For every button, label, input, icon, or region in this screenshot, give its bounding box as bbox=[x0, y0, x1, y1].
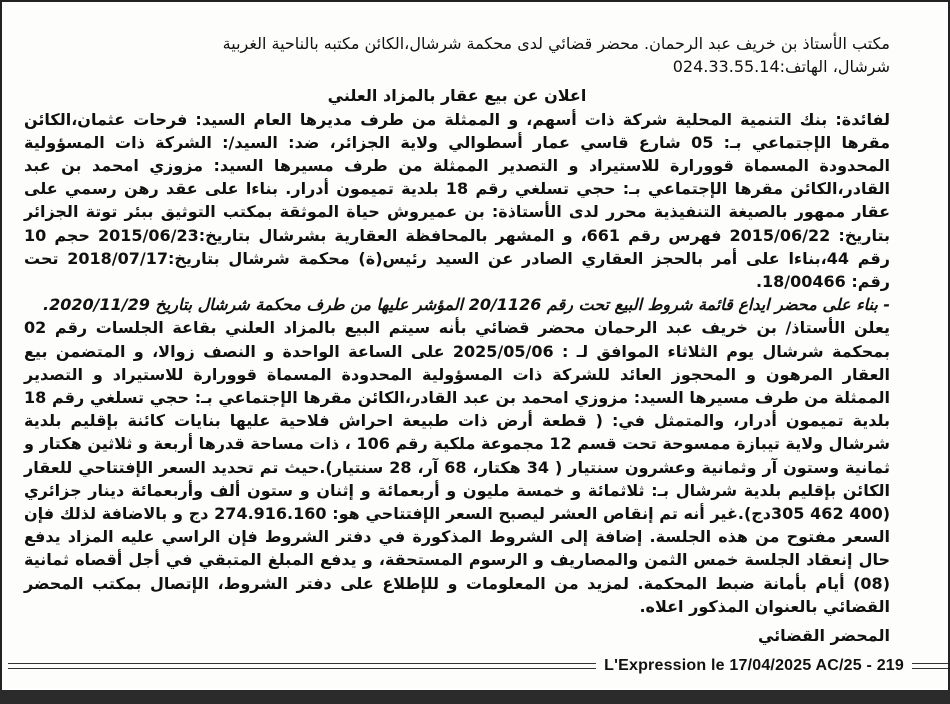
footer-rule-right bbox=[912, 663, 948, 669]
notice-paragraph-1: لفائدة: بنك التنمية المحلية شركة ذات أسهم، و الممثلة من طرف مديرها العام السيد: فرحات عثمان،الكائن مقرها الإجتماعي بـ: 05 شارع قاسي عمار أسطوالي ولاية الجزائر، ضد: السيد/: الشركة ذات المسؤولية المحدودة المسماة قوورارة للاستيراد و التصدير الممثلة من طرف مسيرها السيد: مزوزي امحمد بن عبد القادر،الكائن مقرها الإجتماعي بـ: حجي تسلغي رقم 18 بلدية تميمون أدرار. بناءا على عقد رهن رسمي على عقار ممهور بالصيغة التنفيذية محرر لدى الأستاذة: بن عميروش حياة الموثقة بمكتب التوثيق ببئر توتة الجزائر بتاريخ: 2015/06/22 فهرس رقم 661، و المشهر بالمحافظة العقارية بشرشال بتاريخ:2015/06/23 حجم 10 رقم 44،بناءا على أمر بالحجز العقاري الصادر عن السيد رئيس(ة) محكمة شرشال بتاريخ:2018/07/17 تحت رقم: 18/00466. bbox=[24, 109, 891, 292]
bottom-border-bar bbox=[0, 690, 950, 704]
publication-footer bbox=[2, 654, 948, 678]
notice-title: اعلان عن بيع عقار بالمزاد العلني bbox=[327, 86, 587, 106]
publication-line: L'Expression le 17/04/2025 AC/25 - 219 bbox=[604, 657, 904, 674]
office-header-line2 bbox=[24, 55, 890, 78]
notice-paragraph-2: - بناء على محضر ايداع قائمة شروط البيع تحت رقم 20/1126 المؤشر عليها من طرف محكمة شرشال بتاريخ 2020/11/29. bbox=[43, 295, 890, 315]
phone-label: شرشال، الهاتف: bbox=[779, 57, 890, 77]
phone-number: 024.33.55.14 bbox=[672, 57, 780, 77]
notice-paragraph-3: يعلن الأستاذ/ بن خريف عبد الرحمان محضر قضائي بأنه سيتم البيع بالمزاد العلني بقاعة الجلسات رقم 02 بمحكمة شرشال يوم الثلاثاء الموافق لـ : 2025/05/06 على الساعة الواحدة و النصف زوالا، و المتضمن بيع العقار المرهون و المحجوز العائد للشركة ذات المسؤولية المحدودة المسماة قوورارة للاستيراد و التصدير الممثلة من طرف مسيرها السيد: مزوزي امحمد بن عبد القادر،الكائن مقرها الإجتماعي بـ: حجي تسلغي رقم 18 بلدية تميمون أدرار، والمتمثل في: ( قطعة أرض ذات طبيعة احراش فلاحية عليها بنايات كائنة بإقليم بلدية شرشال ولاية تيبازة ممسوحة تحت قسم 12 مجموعة ملكية رقم 106 ، ذات مساحة قدرها أربعة و ثلاثين هكتار و ثمانية وستون آر وثمانية وعشرون سنتيار ( 34 هكتار، 68 آر، 28 سنتيار).حيث تم تحديد السعر الإفتتاحي للعقار الكائن بإقليم بلدية شرشال بـ: ثلاثمائة و خمسة مليون و أربعمائة و إثنان و ستون ألف وأربعمائة دينار جزائري (400 462 305دج).غير أنه تم إنقاص العشر ليصبح السعر الإفتتاحي هو: 274.916.160 دج و بالاضافة لذلك فإن السعر مفتوح من هذه الجلسة. إضافة إلى الشروط المذكورة في دفتر الشروط فإن الراسي عليه المزاد يدفع حال إنعقاد الجلسة خمس الثمن والمصاريف و الرسوم المستحقة، و يدفع المبلغ المتبقي في أجل أقصاه ثمانية (08) أيام بأمانة ضبط المحكمة. لمزيد من المعلومات و للإطلاع على دفتر الشروط، الإتصال بمكتب المحضر القضائي بالعنوان المذكور اعلاه. bbox=[24, 318, 891, 616]
footer-rule-left bbox=[8, 663, 596, 669]
office-header-line1: مكتب الأستاذ بن خريف عبد الرحمان. محضر قضائي لدى محكمة شرشال،الكائن مكتبه بالناحية الغربية bbox=[222, 34, 890, 53]
notice-content bbox=[24, 32, 890, 647]
bailiff-signature: المحضر القضائي bbox=[757, 626, 890, 646]
